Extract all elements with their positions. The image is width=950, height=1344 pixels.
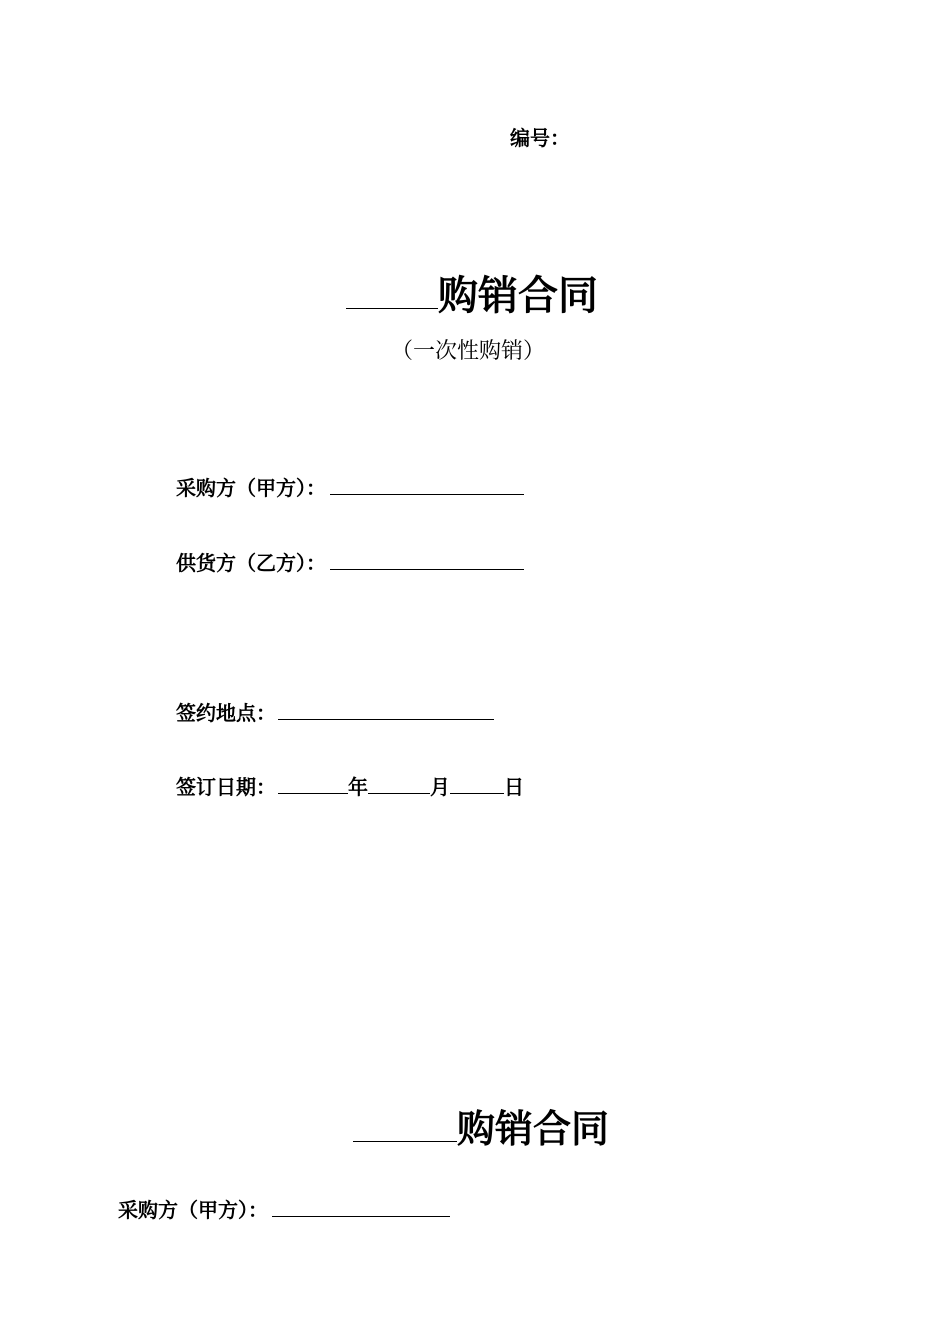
month-label: 月 bbox=[430, 775, 450, 799]
contract-buyer-blank-field[interactable] bbox=[272, 1194, 450, 1217]
signing-place-blank-field[interactable] bbox=[278, 697, 494, 720]
supplier-label: 供货方（乙方）： bbox=[176, 551, 326, 575]
contract-title-blank-field[interactable] bbox=[353, 1107, 457, 1142]
buyer-row bbox=[176, 472, 524, 501]
signing-place-label: 签约地点： bbox=[176, 701, 276, 725]
supplier-blank-field[interactable] bbox=[330, 547, 524, 570]
signing-date-row bbox=[176, 771, 524, 800]
signing-place-row bbox=[176, 697, 494, 726]
supplier-row bbox=[176, 547, 524, 576]
buyer-label: 采购方（甲方）： bbox=[176, 476, 326, 500]
cover-subtitle: （一次性购销） bbox=[391, 339, 546, 364]
cover-title-text: 购销合同 bbox=[438, 272, 598, 319]
contract-title bbox=[353, 1098, 609, 1153]
year-label: 年 bbox=[348, 775, 368, 799]
day-label: 日 bbox=[504, 775, 524, 799]
contract-buyer-label: 采购方（甲方）： bbox=[118, 1198, 268, 1222]
cover-title bbox=[346, 264, 598, 321]
month-blank-field[interactable] bbox=[368, 771, 430, 794]
year-blank-field[interactable] bbox=[278, 771, 348, 794]
buyer-blank-field[interactable] bbox=[330, 472, 524, 495]
serial-number-label: 编号： bbox=[510, 126, 570, 150]
signing-date-label: 签订日期： bbox=[176, 775, 276, 799]
title-blank-field[interactable] bbox=[346, 272, 438, 309]
day-blank-field[interactable] bbox=[450, 771, 504, 794]
contract-buyer-row bbox=[118, 1194, 450, 1223]
contract-title-text: 购销合同 bbox=[457, 1106, 610, 1151]
